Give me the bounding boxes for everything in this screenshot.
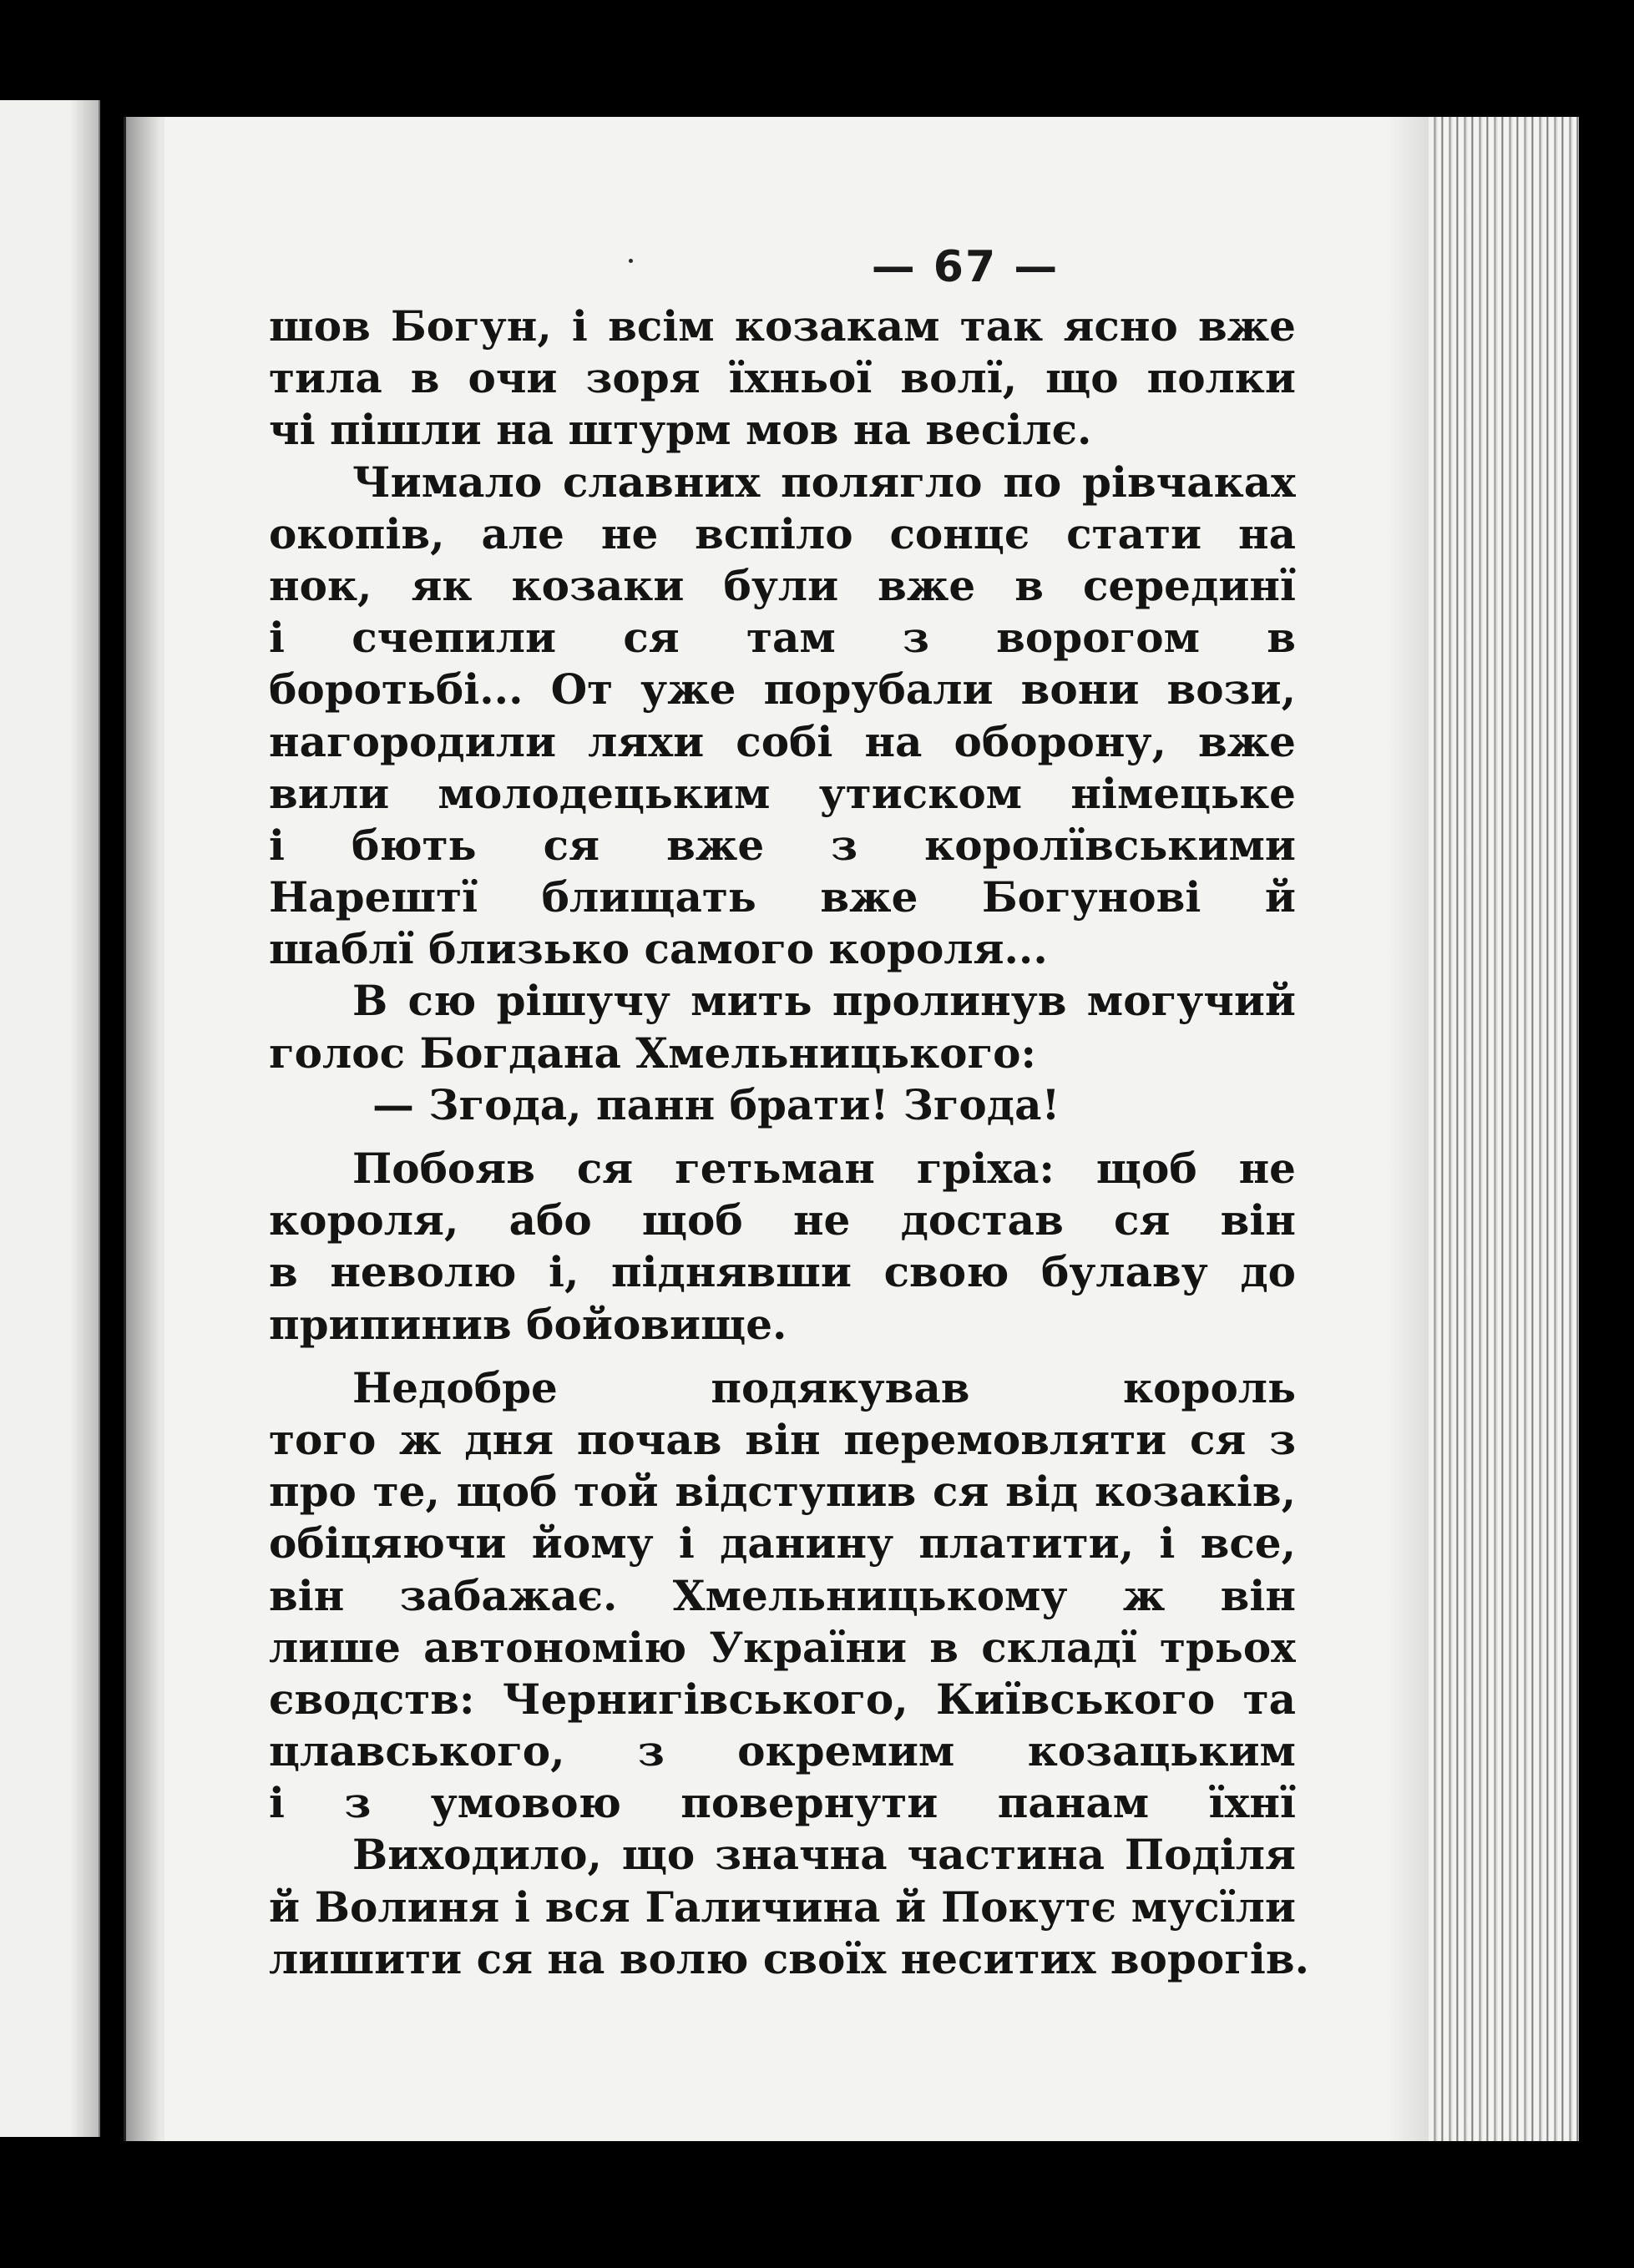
facing-page-shadow (70, 100, 99, 2137)
text-line: голос Богдана Хмельницького: (269, 1028, 1036, 1078)
text-line: В сю рішучу мить пролинув могучий (352, 976, 1296, 1026)
text-line: того ж дня почав він перемовляти ся з (269, 1414, 1296, 1464)
facing-page-edge (0, 100, 100, 2137)
text-line: про те, щоб той відступив ся від козаків, (269, 1467, 1296, 1517)
text-line: Нарештї блищать вже Богунові й (269, 872, 1296, 922)
text-line: лишити ся на волю своїх неситих ворогів. (269, 1933, 1309, 1983)
text-line: лише автономію України в складї трьох (269, 1622, 1296, 1672)
text-line: шаблї близько самого короля... (269, 924, 1048, 974)
text-line: Недобре подякував король (352, 1362, 1296, 1412)
text-line: і бють ся вже з королївськими (269, 820, 1296, 870)
ink-speck (629, 259, 633, 263)
text-line: і з умовою повернути панам їхнї (269, 1778, 1296, 1828)
text-line: і счепили ся там з ворогом в (269, 613, 1296, 663)
page-number: — 67 — (871, 242, 1060, 292)
text-line: короля, або щоб не достав ся він (269, 1195, 1296, 1245)
paragraph (269, 1829, 1309, 1985)
text-line: Побояв ся гетьман гріха: щоб не (352, 1144, 1296, 1193)
paragraph (269, 457, 1296, 976)
text-line: чі пішли на штурм мов на весілє. (269, 405, 1092, 455)
text-line: вили молодецьким утиском німецьке (269, 768, 1296, 818)
paragraph (269, 1143, 1296, 1351)
text-line: він забажає. Хмельницькому ж він (269, 1570, 1296, 1620)
text-line: єводств: Чернигівського, Київського та (269, 1674, 1296, 1724)
text-line: Чимало славних полягло по рівчаках (352, 457, 1296, 507)
text-line: нагородили ляхи собі на оборону, вже (269, 716, 1296, 766)
page-leaf-edges (1429, 117, 1579, 2141)
text-line: шов Богун, і всім козакам так ясно вже (269, 301, 1296, 351)
paragraph (269, 1079, 1296, 1131)
text-line: цлавського, з окремим козацьким (269, 1726, 1296, 1776)
text-line: й Волиня і вся Галичина й Покутє мусїли (269, 1882, 1296, 1932)
text-line: Виходило, що значна частина Поділя (352, 1830, 1296, 1880)
text-line: боротьбі... От уже порубали вони вози, (269, 664, 1296, 715)
paragraph (269, 301, 1296, 457)
text-line: тила в очи зоря їхньої волї, що полки (269, 353, 1296, 403)
text-line: окопів, але не вспіло сонцє стати на (269, 508, 1296, 558)
text-line: нок, як козаки були вже в серединї (269, 560, 1296, 610)
page-gutter-shadow (126, 117, 164, 2141)
paragraph (269, 975, 1296, 1078)
text-line: в неволю і, піднявши свою булаву до (269, 1247, 1296, 1297)
text-line: — Згода, панн брати! Згода! (372, 1079, 1060, 1129)
body-text (269, 301, 1309, 1985)
paragraph (269, 1362, 1296, 1830)
text-line: обіцяючи йому і данину платити, і все, (269, 1518, 1296, 1568)
text-line: припинив бойовище. (269, 1299, 787, 1349)
